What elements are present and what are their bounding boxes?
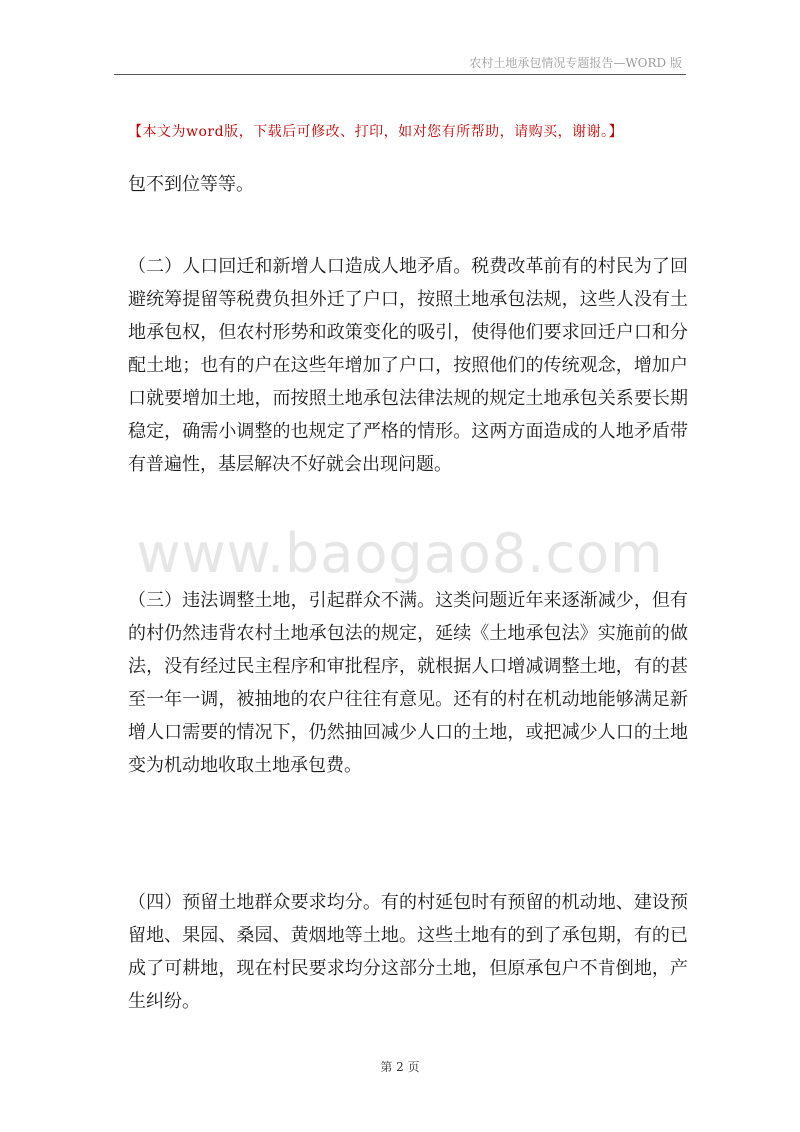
paragraph-section-3: （三）违法调整土地，引起群众不满。这类问题近年来逐渐减少，但有的村仍然违背农村土地承包法的规定，延续《土地承包法》实施前的做法，没有经过民主程序和审批程序，就根据人口增减调整土地，有的甚至一年一调，被抽地的农户往往有意见。还有的村在机动地能够满足新增人口需要的情况下，仍然抽回减少人口的土地，或把减少人口的土地变为机动地收取土地承包费。	[128, 590, 688, 776]
download-notice: 【本文为word版，下载后可修改、打印，如对您有所帮助，请购买，谢谢。】	[128, 124, 624, 140]
paragraph-continuation: 包不到位等等。	[128, 174, 254, 195]
page-number: 第 2 页	[380, 1060, 420, 1074]
header-title: 农村土地承包情况专题报告—WORD 版	[469, 56, 682, 70]
paragraph-section-4: （四）预留土地群众要求均分。有的村延包时有预留的机动地、建设预留地、果园、桑园、黄烟地等土地。这些土地有的到了承包期，有的已成了可耕地，现在村民要求均分这部分土地，但原承包户不肯倒地，产生纠纷。	[128, 892, 688, 1012]
site-watermark: www.baogao8.com	[136, 522, 664, 585]
header-divider	[114, 74, 686, 75]
paragraph-section-2: （二）人口回迁和新增人口造成人地矛盾。税费改革前有的村民为了回避统筹提留等税费负担外迁了户口，按照土地承包法规，这些人没有土地承包权，但农村形势和政策变化的吸引，使得他们要求回迁户口和分配土地；也有的户在这些年增加了户口，按照他们的传统观念，增加户口就要增加土地，而按照土地承包法律法规的规定土地承包关系要长期稳定，确需小调整的也规定了严格的情形。这两方面造成的人地矛盾带有普遍性，基层解决不好就会出现问题。	[128, 256, 688, 475]
